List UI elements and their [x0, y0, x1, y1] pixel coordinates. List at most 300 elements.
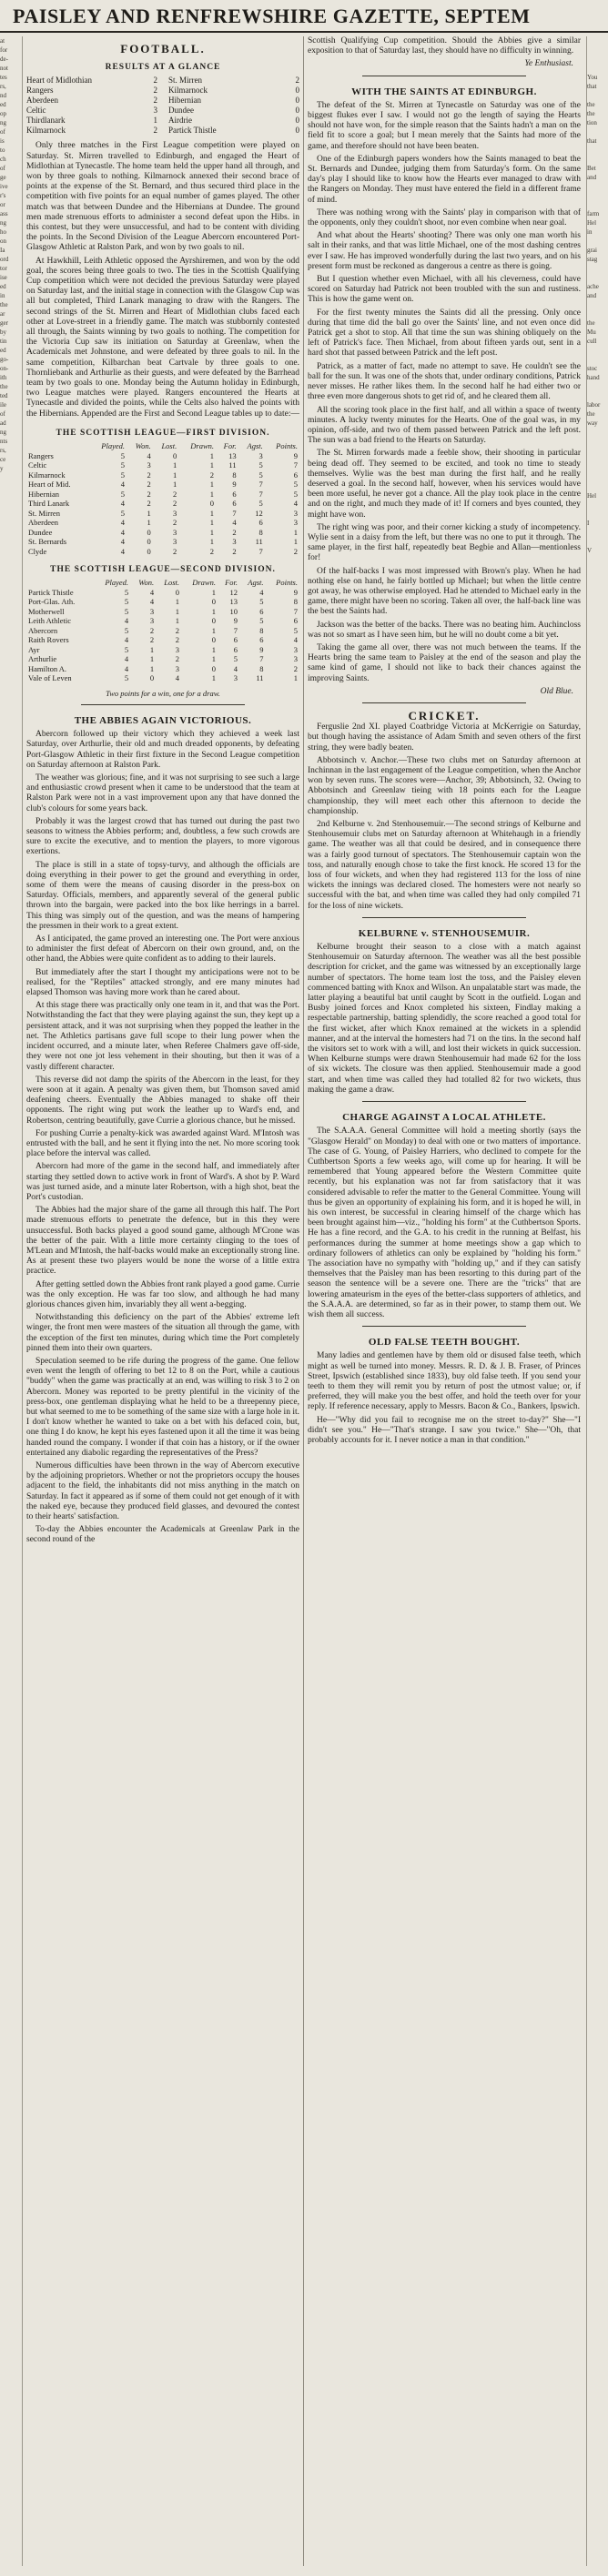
club-name: Rangers	[28, 450, 54, 460]
table-cell: 7	[258, 546, 263, 556]
kelburne-report	[308, 943, 581, 1096]
table-cell: 7	[293, 606, 298, 616]
edge-word: grai	[587, 247, 597, 254]
divider	[362, 1326, 526, 1327]
edge-word: in	[587, 228, 593, 236]
edge-word	[587, 309, 608, 318]
table-cell: 2	[175, 654, 180, 664]
paragraph: The St. Mirren forwards made a feeble show, their shooting in particular being dead off. They seemed to be excited, and took no time to steady themselves. Wylie was the best man during the first half, and he really deserved a goal. In the second half, however, when his services would have been more useful, he never got a chance. All the play took place in the centre and on the right, and much they made of it! If corners and byes counted, they might have won.	[308, 449, 581, 520]
table-cell: 5	[258, 499, 263, 509]
saints-report	[308, 101, 581, 684]
table-cell: 1	[175, 606, 180, 616]
edge-word	[587, 573, 608, 582]
column-header: Played.	[105, 578, 129, 588]
table-cell: 4	[124, 635, 129, 645]
table-cell: 6	[232, 489, 237, 499]
table-cell: 5	[293, 480, 298, 490]
table-cell: 7	[259, 654, 264, 664]
column-header: Lost.	[164, 578, 180, 588]
paragraph: Patrick, as a matter of fact, made no attempt to save. He couldn't see the ball for the sun. It was one of the shots that, under ordinary conditions, Patrick never misses. He rather likes them. In the second half he had either two or three even more dangerous shots to get rid of, and he cleared them all.	[308, 361, 581, 402]
paragraph: Only three matches in the First League competition were played on Saturday. St. Mirren travelled to Edinburgh, and engaged the Heart of Midlothian at Tynecastle. The home team held the upper hand all through, and won by three goals to nothing. Kilmarnock annexed their second brace of points at the expense of the St. Bernard, and thus secured third place in the competition with five points for an equal number of games played. The other match was that between Dundee and the Hibernians at Dundee. The ground men made strenuous efforts to administer a second defeat upon the Hibs. in this contest, but they were unsuccessful, and had to be content with dividing the points. In the Second Division of the League Abercorn encountered Port-Glasgow Athletic at Ralston Park, and won by two goals to nil.	[26, 141, 299, 253]
table-cell: 1	[293, 537, 298, 547]
table-cell: 2	[293, 663, 298, 673]
team-score: 2	[153, 86, 157, 96]
table-cell: 1	[147, 508, 151, 518]
table-cell: 6	[259, 635, 264, 645]
table-cell: 1	[172, 460, 177, 470]
table-cell: 2	[172, 489, 177, 499]
table-row	[26, 547, 299, 557]
edge-word	[587, 500, 608, 510]
divider	[362, 1101, 526, 1102]
table-cell: 5	[120, 450, 126, 460]
table-cell: 2	[209, 470, 215, 480]
table-cell: 3	[293, 518, 298, 528]
saints-heading: WITH THE SAINTS AT EDINBURGH.	[351, 86, 537, 97]
table-row	[26, 635, 299, 645]
table-cell: 9	[259, 644, 264, 654]
first-division-title: THE SCOTTISH LEAGUE—FIRST DIVISION.	[56, 428, 270, 438]
club-name: Clyde	[28, 546, 47, 556]
table-cell: 11	[228, 460, 237, 470]
edge-word: ass	[0, 210, 8, 217]
edge-word: ad	[0, 419, 6, 427]
table-cell: 0	[175, 587, 180, 597]
edge-word: ord	[0, 256, 9, 263]
masthead	[0, 0, 608, 33]
table-cell: 1	[172, 470, 177, 480]
football-report	[26, 141, 299, 419]
edge-word: ar	[0, 310, 5, 318]
edge-word: Bet	[587, 165, 596, 172]
edge-word	[587, 455, 608, 464]
divider	[362, 917, 526, 918]
enthusiast-signoff: Ye Enthusiast.	[524, 59, 573, 69]
table-cell: 4	[120, 527, 126, 537]
table-cell: 1	[149, 663, 155, 673]
club-name: Leith Athletic	[28, 616, 71, 626]
team-score: 0	[295, 106, 299, 116]
club-name: Raith Rovers	[28, 635, 69, 645]
edge-word	[587, 555, 608, 564]
edge-word: of	[0, 410, 5, 418]
edge-word	[587, 446, 608, 455]
edge-word	[587, 437, 608, 446]
edge-word: op	[0, 110, 6, 117]
table-cell: 13	[229, 597, 238, 607]
table-cell: 7	[258, 480, 263, 490]
edge-word: Hel	[587, 492, 597, 500]
table-cell: 3	[233, 673, 238, 683]
edge-word	[587, 127, 608, 136]
table-cell: 4	[259, 587, 264, 597]
kelburne-heading: KELBURNE v. STENHOUSEMUIR.	[358, 927, 531, 939]
table-cell: 4	[124, 654, 129, 664]
result-row	[26, 86, 299, 96]
table-cell: 0	[149, 673, 155, 683]
edge-word	[587, 146, 608, 155]
paragraph: One of the Edinburgh papers wonders how the Saints managed to beat the St. Bernards and Dundee, judging them from Saturday's form. On the same day's play I should like to know how the Hearts ever managed to draw with the Rangers on Monday. They must have entered the field in a different frame of mind.	[308, 154, 581, 205]
column-header: Points.	[276, 578, 298, 588]
table-cell: 3	[175, 663, 180, 673]
table-cell: 5	[293, 489, 298, 499]
table-cell: 4	[120, 546, 126, 556]
table-cell: 1	[209, 450, 215, 460]
table-cell: 2	[149, 625, 155, 635]
result-row	[26, 76, 299, 86]
edge-word: or	[0, 201, 5, 208]
table-cell: 2	[232, 546, 237, 556]
table-cell: 1	[209, 537, 215, 547]
column-header: Won.	[135, 441, 151, 451]
table-cell: 6	[233, 635, 238, 645]
paragraph: Speculation seemed to be rife during the progress of the game. One fellow even went the length of offering to bet 12 to 8 on the Port, while a cautious "buddy" when the game was practically at an end, was willing to risk 3 to 2 on Abercorn. Money was reported to be pretty plentiful in the vicinity of the press-box, one gentleman displaying what he held to be a threepenny piece, but what seemed to me to be something of the same size with a large hole in it. I don't know whether he wanted to take on a bet with his defaced coin, but, one thing I do know, he kept his eyes fastened upon it all the time it was being handed round the company. I wonder if that coin has a history, or if the owner entertained any diabolic regarding the representatives of the Press?	[26, 1356, 299, 1458]
table-cell: 1	[211, 587, 216, 597]
edge-word: labor	[587, 401, 601, 409]
column-right	[308, 36, 581, 2566]
table-cell: 5	[120, 489, 126, 499]
edge-word	[587, 582, 608, 591]
paragraph: For pushing Currie a penalty-kick was awarded against Ward. M'Intosh was entrusted with the ball, and he sent it flying into the net. No more scoring took place before the interval was called.	[26, 1128, 299, 1159]
table-cell: 0	[172, 450, 177, 460]
edge-word	[587, 601, 608, 610]
table-header	[26, 578, 299, 588]
result-row	[26, 126, 299, 136]
edge-word: You	[587, 74, 598, 81]
table-cell: 5	[124, 587, 129, 597]
table-cell: 3	[293, 644, 298, 654]
table-cell: 5	[233, 654, 238, 664]
column-header: For.	[225, 578, 238, 588]
table-cell: 5	[258, 460, 263, 470]
table-cell: 5	[120, 460, 126, 470]
table-cell: 1	[149, 654, 155, 664]
football-heading: FOOTBALL.	[120, 42, 206, 56]
paragraph: The weather was glorious; fine, and it was not surprising to see such a large and enthusiastic crowd present when it came to be understood that the team at Ralston Park were not in a vast improvement upon any that have donned the club's colours for some years back.	[26, 773, 299, 813]
edge-word: the	[587, 101, 595, 108]
table-cell: 1	[147, 518, 151, 528]
table-cell: 1	[211, 606, 216, 616]
edge-word	[587, 346, 608, 355]
team-score: 2	[153, 96, 157, 106]
table-cell: 4	[120, 518, 126, 528]
team-name: Dundee	[168, 106, 194, 116]
edge-word: rs,	[0, 83, 6, 90]
table-cell: 7	[258, 489, 263, 499]
table-cell: 6	[232, 499, 237, 509]
edge-word: nd	[0, 92, 6, 99]
paragraph: And what about the Hearts' shooting? There was only one man worth his salt in their ranks, and that was little Michael, one of the most dashing centres ever I saw. He has improved wonderfully during the last two years, and on his present form must be reckoned as dangerous a centre as there is going.	[308, 231, 581, 271]
paragraph: The Abbies had the major share of the game all through this half. The Port made strenuous efforts to penetrate the defence, but in this they were unsuccessful. Both backs played a good sound game, although M'Crone was the better of the pair. With a little more certainty clinging to the toes of M'Lean and M'Intosh, the half-backs would make an exceptionally strong line. As at present these two players would be none the worse of a little extra practice.	[26, 1206, 299, 1277]
teeth-heading: OLD FALSE TEETH BOUGHT.	[368, 1337, 521, 1349]
table-cell: 2	[172, 499, 177, 509]
edge-word: ng	[0, 219, 6, 227]
paragraph: But immediately after the start I thought my anticipations were not to be realised, for the "Reptiles" attacked strongly, and ere many minutes had elapsed Thomson was having more work than he cared about.	[26, 967, 299, 998]
club-name: Heart of Mid.	[28, 480, 71, 490]
table-cell: 5	[293, 625, 298, 635]
results-heading: RESULTS AT A GLANCE	[105, 63, 221, 73]
edge-word: y	[0, 465, 4, 472]
table-cell: 4	[124, 663, 129, 673]
edge-word: ho	[0, 228, 6, 236]
table-cell: 3	[149, 616, 155, 626]
table-cell: 1	[149, 644, 155, 654]
club-name: Hibernian	[28, 489, 59, 499]
divider	[362, 702, 526, 703]
column-header: Agst.	[248, 578, 264, 588]
first-division-table	[26, 441, 299, 556]
edge-word: ger	[0, 319, 8, 327]
table-cell: 9	[293, 450, 298, 460]
table-cell: 4	[293, 635, 298, 645]
table-cell: 5	[258, 470, 263, 480]
paragraph: As I anticipated, the game proved an interesting one. The Port were anxious to administer the first defeat of Abercorn on their own ground, and, on the other hand, the Abbies were quite confident as to adding to their laurels.	[26, 934, 299, 965]
edge-word: ile	[0, 401, 6, 409]
club-name: Vale of Leven	[28, 673, 72, 683]
club-name: Port-Glas. Ath.	[28, 597, 76, 607]
edge-word: tes	[0, 74, 7, 81]
table-cell: 2	[149, 635, 155, 645]
column-header	[26, 441, 89, 451]
edge-word: of	[0, 165, 5, 172]
table-cell: 1	[293, 527, 298, 537]
table-cell: 10	[229, 606, 238, 616]
table-cell: 8	[259, 625, 264, 635]
table-cell: 5	[124, 644, 129, 654]
table-row	[26, 499, 299, 509]
table-cell: 7	[233, 625, 238, 635]
paragraph: At Hawkhill, Leith Athletic opposed the Ayrshiremen, and won by the odd goal, the scores being three goals to two. The ties in the Scottish Qualifying Cup competition which were not decided the previous Saturday were played on Saturday last, and the initial stage in connection with the Glasgow Cup was all but completed, Third Lanark managing to draw with the Rangers. The second strings of the St. Mirren and Heart of Midlothian clubs faced each other at Love-street in a friendly game. The match was stubbornly contested all through, the Saints winning by two goals to nothing. The competition for the Victoria Cup saw its initiation on Saturday at Greenlaw, when the Academicals met Johnstone, and were defeated by three goals to nil. In the same competition, Kilbarchan beat Cartvale by three goals to one. Thornliebank and Arthurlie as their guests, and were defeated by the Barrhead team by two goals to one. Monday being the Autumn holiday in Edinburgh, two League matches were played. Rangers encountered the Hearts at Tynecastle and divided the points, while the Celts also halved the points with the Hibernians. Appended are the First and Second League tables up to date:—	[26, 256, 299, 419]
edge-word: ed	[0, 347, 6, 354]
table-cell: 5	[259, 616, 264, 626]
table-cell: 9	[233, 616, 238, 626]
table-cell: 1	[209, 489, 215, 499]
table-cell: 1	[209, 480, 215, 490]
edge-word	[587, 564, 608, 573]
table-cell: 5	[124, 673, 129, 683]
table-cell: 4	[149, 597, 155, 607]
results-at-a-glance	[26, 76, 299, 136]
table-cell: 12	[255, 508, 263, 518]
edge-word: ce	[0, 456, 6, 463]
table-cell: 1	[209, 460, 215, 470]
table-row	[26, 673, 299, 683]
edge-word: is	[0, 137, 5, 145]
table-cell: 3	[293, 508, 298, 518]
team-name: Aberdeen	[26, 96, 58, 106]
paragraph: The place is still in a state of topsy-turvy, and although the officials are doing everything in their power to get the ground and everything in order, some of them were the means of causing disorder in the press-box on Saturday. Officials, members, and apparently several of the general public thrown into the bargain, were packed into the box like herrings in a barrel. This thing was simply out of the question, and was the means of hampering the pressmen in their work to a great extent.	[26, 860, 299, 931]
table-row	[26, 588, 299, 598]
paragraph: Abercorn had more of the game in the second half, and immediately after starting they settled down to active work in front of Ward's. A shot by P. Ward was just turned aside, and a minute later Robertson, with a high shot, beat the Port's custodian.	[26, 1162, 299, 1202]
edge-word	[587, 237, 608, 246]
table-cell: 1	[293, 673, 298, 683]
table-row	[26, 626, 299, 636]
athlete-report	[308, 1126, 581, 1320]
table-cell: 2	[175, 635, 180, 645]
paragraph: Kelburne brought their season to a close with a match against Stenhousemuir on Saturday afternoon. The weather was all the best possible description for cricket, and the game was witnessed by an exceptionally large number of spectators. The home team lost the toss, and the Paisley eleven commenced batting with Knox and Wilson. An unpalatable start was made, the latter playing a beautiful bat until caught by Scott in the outfield. Logan and Busby joined forces and Knox completed his sixteen, Findlay making a respectable partnership, batting splendidly, the score reached a good total for the first wicket, after which Knox remained at the wickets in a splendid manner, and at the interval the homesters had 71 on the tins. In the second half the visitors set to work with a will, and lost their wickets in quick succession. When Kelburne stumps were drawn Stenhousemuir had made 62 for the loss of six wickets. The closure was then applied. Stenhousemuir made a good start, and when time was called they had totalled 82 for two wickets, thus making the game a draw.	[308, 943, 581, 1095]
edge-word: de-	[0, 56, 8, 63]
abbies-heading: THE ABBIES AGAIN VICTORIOUS.	[74, 715, 252, 726]
edge-word: stag	[587, 256, 598, 263]
table-cell: 1	[175, 616, 180, 626]
team-name: Kilmarnock	[168, 86, 208, 96]
edge-word: ge	[0, 174, 6, 181]
table-row	[26, 480, 299, 490]
table-cell: 0	[211, 616, 216, 626]
table-cell: 0	[211, 635, 216, 645]
table-cell: 4	[175, 673, 180, 683]
paragraph: Taking the game all over, there was not much between the teams. If the Hearts bring the same team to Paisley at the end of the season and play the same kind of game, I should not like to back their chances against the improving Saints.	[308, 642, 581, 683]
edge-word: way	[587, 419, 598, 427]
edge-word: ache	[587, 283, 599, 290]
edge-word: the	[587, 319, 595, 327]
edge-word: on	[0, 237, 6, 245]
edge-word	[587, 591, 608, 601]
paragraph: Many ladies and gentlemen have by them old or disused false teeth, which might as well be turned into money. Messrs. R. D. & J. B. Fraser, of Princes Street, Ipswich (established since 1833), buy old false teeth. If you send your teeth to them they will remit you by return of post the utmost value; or, if preferred, they will make you the best offer, and hold the teeth over for your reply. If reference necessary, apply to Messrs. Bacon & Co., Bankers, Ipswich.	[308, 1351, 581, 1412]
paragraph: After getting settled down the Abbies front rank played a good game. Currie was the only exception. He was far too slow, and although he had many glorious chances given him, invariably they all went a-begging.	[26, 1279, 299, 1309]
club-name: Partick Thistle	[28, 587, 74, 597]
column-header: Played.	[101, 441, 126, 451]
edge-word: and	[587, 174, 597, 181]
team-name: Airdrie	[168, 116, 192, 126]
paragraph: The right wing was poor, and their corner kicking a study of incompetency. Wylie sent in a daisy from the left, but there was no one to put it through. The same player, in the first half, repeatedly beat Begbie and Allan—mentionless for!	[308, 522, 581, 563]
edge-word: ive	[0, 183, 8, 190]
table-cell: 3	[293, 654, 298, 664]
table-cell: 1	[209, 518, 215, 528]
table-cell: 6	[259, 606, 264, 616]
table-row	[26, 470, 299, 480]
second-division-title: THE SCOTTISH LEAGUE—SECOND DIVISION.	[50, 565, 276, 575]
table-cell: 2	[293, 546, 298, 556]
edge-word	[587, 473, 608, 482]
table-cell: 6	[258, 518, 263, 528]
edge-word: rs,	[0, 447, 6, 454]
table-cell: 3	[258, 450, 263, 460]
paragraph: Notwithstanding this deficiency on the part of the Abbies' extreme left winger, the front men were masters of the situation all through the game, with the exception of the first ten minutes, during which time the Port completely pinned them into their own quarters.	[26, 1313, 299, 1353]
table-cell: 6	[233, 644, 238, 654]
edge-word	[587, 45, 608, 55]
table-row	[26, 664, 299, 674]
paragraph: Jackson was the better of the backs. There was no beating him. Auchincloss was not so smart as I have seen him, but he will no doubt come a bit yet.	[308, 620, 581, 640]
edge-word	[587, 264, 608, 273]
edge-word: stoc	[587, 365, 598, 372]
table-row	[26, 654, 299, 664]
divider	[81, 704, 245, 705]
club-name: Motherwell	[28, 606, 65, 616]
edge-word: ed	[0, 101, 6, 108]
result-row	[26, 96, 299, 106]
paragraph: To-day the Abbies encounter the Academicals at Greenlaw Park in the second round of the	[26, 1525, 299, 1545]
club-name: Arthurlie	[28, 654, 57, 664]
table-cell: 1	[209, 527, 215, 537]
paragraph: All the scoring took place in the first half, and all within a space of twenty minutes. A lucky twenty minutes for the Hearts. One of the goal was, in my opinion, off-side, and two of them passed between Patrick and the left post. The sun was a bad friend to the Hearts on Saturday.	[308, 405, 581, 446]
points-caption: Two points for a win, one for a draw.	[106, 688, 220, 698]
table-row	[26, 645, 299, 655]
table-cell: 0	[147, 527, 151, 537]
edge-word: that	[587, 83, 597, 90]
edge-word: r's	[0, 192, 6, 199]
paragraph: Probably it was the largest crowd that has turned out during the past two seasons to witness the Abbies perform; and, doubtless, a few such crowds are sure to excite the executive, and to mention the players, to more vigorous exertions.	[26, 816, 299, 857]
club-name: St. Mirren	[28, 508, 60, 518]
table-cell: 3	[175, 644, 180, 654]
team-name: Heart of Midlothian	[26, 76, 92, 86]
table-cell: 4	[233, 663, 238, 673]
paragraph: Abercorn followed up their victory which they achieved a week last Saturday, over Arthurlie, their old and much dreaded opponents, by defeating Port-Glasgow Athletic in their first fixture in the Second League competition on Saturday afternoon at Ralston Park.	[26, 730, 299, 770]
edge-word: the	[0, 301, 8, 308]
table-cell: 12	[229, 587, 238, 597]
table-cell: 5	[124, 597, 129, 607]
table-cell: 4	[120, 480, 126, 490]
edge-word: tin	[0, 338, 7, 345]
column-header: Points.	[276, 441, 298, 451]
table-header	[26, 441, 299, 451]
teeth-advert	[308, 1351, 581, 1446]
table-cell: 5	[259, 597, 264, 607]
edge-word	[587, 382, 608, 391]
table-cell: 8	[232, 470, 237, 480]
edge-word: the	[587, 110, 595, 117]
table-cell: 9	[232, 480, 237, 490]
table-cell: 11	[256, 673, 264, 683]
table-cell: 2	[209, 546, 215, 556]
table-cell: 5	[120, 508, 126, 518]
table-cell: 5	[120, 470, 126, 480]
second-division-table	[26, 578, 299, 683]
edge-word: Hel	[587, 219, 597, 227]
edge-word: and	[587, 292, 597, 299]
table-cell: 7	[293, 460, 298, 470]
team-name: Kilmarnock	[26, 126, 66, 136]
left-column-fragment	[0, 36, 23, 2566]
edge-word: go-	[0, 356, 9, 363]
team-score: 0	[295, 116, 299, 126]
team-score: 2	[295, 76, 299, 86]
edge-word: in	[0, 292, 5, 299]
edge-word: the	[587, 410, 595, 418]
column-header: Won.	[138, 578, 155, 588]
team-name: Partick Thistle	[168, 126, 217, 136]
edge-word: to	[0, 146, 5, 154]
edge-word: the	[0, 383, 8, 390]
edge-word	[587, 182, 608, 191]
edge-word	[587, 510, 608, 519]
table-cell: 1	[175, 597, 180, 607]
table-cell: 4	[293, 499, 298, 509]
table-cell: 3	[232, 537, 237, 547]
table-cell: 11	[255, 537, 263, 547]
table-cell: 3	[172, 508, 177, 518]
table-cell: 13	[228, 450, 237, 460]
table-cell: 2	[175, 625, 180, 635]
team-name: Hibernian	[168, 96, 201, 106]
team-score: 2	[153, 76, 157, 86]
paragraph: But I question whether even Michael, with all his cleverness, could have scored on Saturday had Patrick not been troubled with the sun and rustiness. This is how the game went on.	[308, 275, 581, 305]
paragraph: Numerous difficulties have been thrown in the way of Abercorn executive by the adjoining proprietors. Whether or not the proprietors occupy the houses adjacent to the field, the inhabitants did not miss anything in the match on Saturday. In fact it appeared as if some of them could not get enough of it with the naked eye, because they produced field glasses, and devoured the contest to their hearts' satisfaction.	[26, 1461, 299, 1522]
table-cell: 5	[124, 625, 129, 635]
edge-word: ch	[0, 156, 6, 163]
edge-word: farm	[587, 210, 600, 217]
table-cell: 5	[124, 606, 129, 616]
edge-word: of	[0, 128, 5, 136]
column-rule	[303, 36, 304, 2566]
table-cell: 3	[149, 606, 155, 616]
table-row	[26, 607, 299, 617]
table-cell: 2	[232, 527, 237, 537]
table-cell: 4	[124, 616, 129, 626]
table-cell: 1	[211, 644, 216, 654]
table-cell: 1	[211, 673, 216, 683]
paragraph: He—"Why did you fail to recognise me on the street to-day?" She—"I didn't see you." He—"That's strange. I saw you twice." She—"Oh, that probably accounts for it. I never notice a man in that condition."	[308, 1415, 581, 1445]
